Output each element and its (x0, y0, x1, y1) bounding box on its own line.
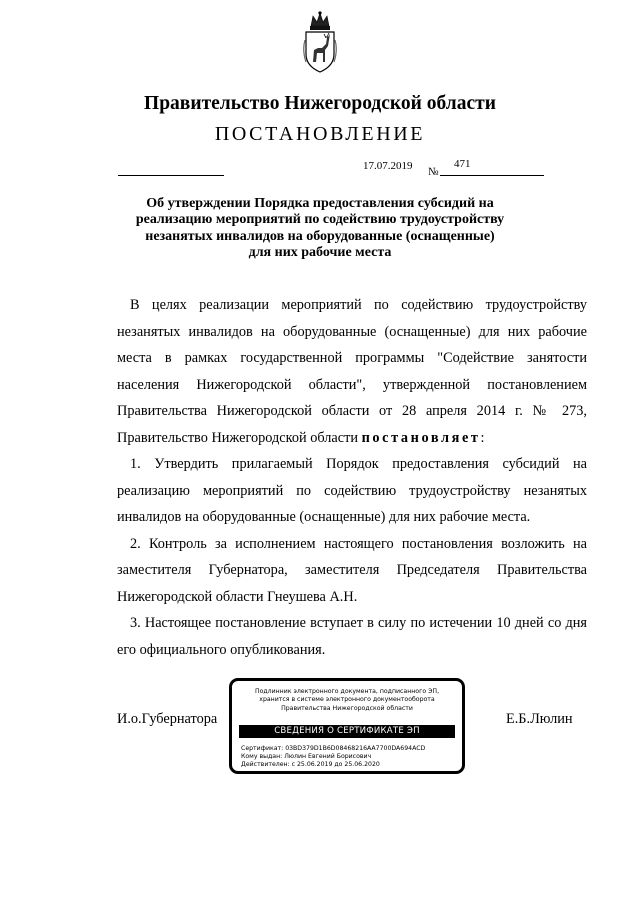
document-type: ПОСТАНОВЛЕНИЕ (214, 123, 426, 145)
certificate-value: 03BD379D1B6D08468216AA7700DA694ACD (285, 745, 426, 752)
e-signature-stamp (229, 678, 465, 774)
issued-to-value: Люлин Евгений Борисович (284, 753, 372, 761)
item-paragraph: 1. Утвердить прилагаемый Порядок предоставления субсидий на реализацию мероприятий по содействию трудоустройству незанятых инвалидов на оборудованные (оснащенные) для них рабочие места. (117, 456, 587, 525)
resolves-word: постановляет (361, 429, 481, 446)
nizhny-novgorod-coat-of-arms-icon (302, 10, 338, 76)
registration-number: 471 (454, 158, 471, 170)
resolves-colon: : (480, 429, 485, 446)
issued-to-label: Кому выдан: (241, 753, 283, 761)
stamp-details (241, 745, 425, 770)
government-name: Правительство Нижегородской области (144, 93, 496, 114)
stamp-note-line: Подлинник электронного документа, подписанного ЭП, (254, 688, 440, 695)
validity-value: с 25.06.2019 до 25.06.2020 (291, 761, 380, 769)
title-line: реализацию мероприятий по содействию трудоустройству (135, 212, 505, 228)
stamp-note (240, 688, 454, 713)
validity-label: Действителен: (241, 761, 290, 769)
title-line: незанятых инвалидов на оборудованные (оснащенные) (145, 228, 495, 244)
stamp-note-line: Правительства Нижегородской области (281, 704, 413, 712)
item-paragraph: 3. Настоящее постановление вступает в силу по истечении 10 дней со дня его официального опубликования. (117, 615, 587, 658)
preamble-text: В целях реализации мероприятий по содействию трудоустройству незанятых инвалидов на оборудованные (оснащенные) для них рабочие места в рамках государственной программы "Содействие занятости населения Нижегородской области", утвержденной постановлением Правительства Нижегородской области от 28 апреля 2014 г. № 273, Правительство Нижегородской области (117, 297, 587, 446)
validity-row (241, 761, 425, 769)
stamp-note-line: хранится в системе электронного документооборота (259, 696, 435, 704)
certificate-label: Сертификат: (241, 745, 284, 752)
signatory-name: Е.Б.Люлин (506, 711, 573, 727)
signatory-role: И.о.Губернатора (117, 711, 218, 727)
stamp-header: СВЕДЕНИЯ О СЕРТИФИКАТЕ ЭП (239, 725, 455, 738)
number-sign: № (428, 166, 439, 178)
document-title (120, 196, 520, 262)
title-line: для них рабочие места (248, 245, 392, 261)
title-line: Об утверждении Порядка предоставления субсидий на (146, 196, 494, 211)
item-paragraph: 2. Контроль за исполнением настоящего постановления возложить на заместителя Губернатора, заместителя Председателя Правительства Нижегородской области Гнеушева А.Н. (117, 535, 587, 605)
registration-date: 17.07.2019 (363, 160, 413, 172)
number-underline (440, 175, 544, 176)
document-body (117, 292, 587, 663)
coat-of-arms-emblem (302, 10, 338, 76)
date-underline (118, 175, 224, 176)
certificate-row (241, 745, 425, 753)
preamble-paragraph (117, 292, 587, 451)
